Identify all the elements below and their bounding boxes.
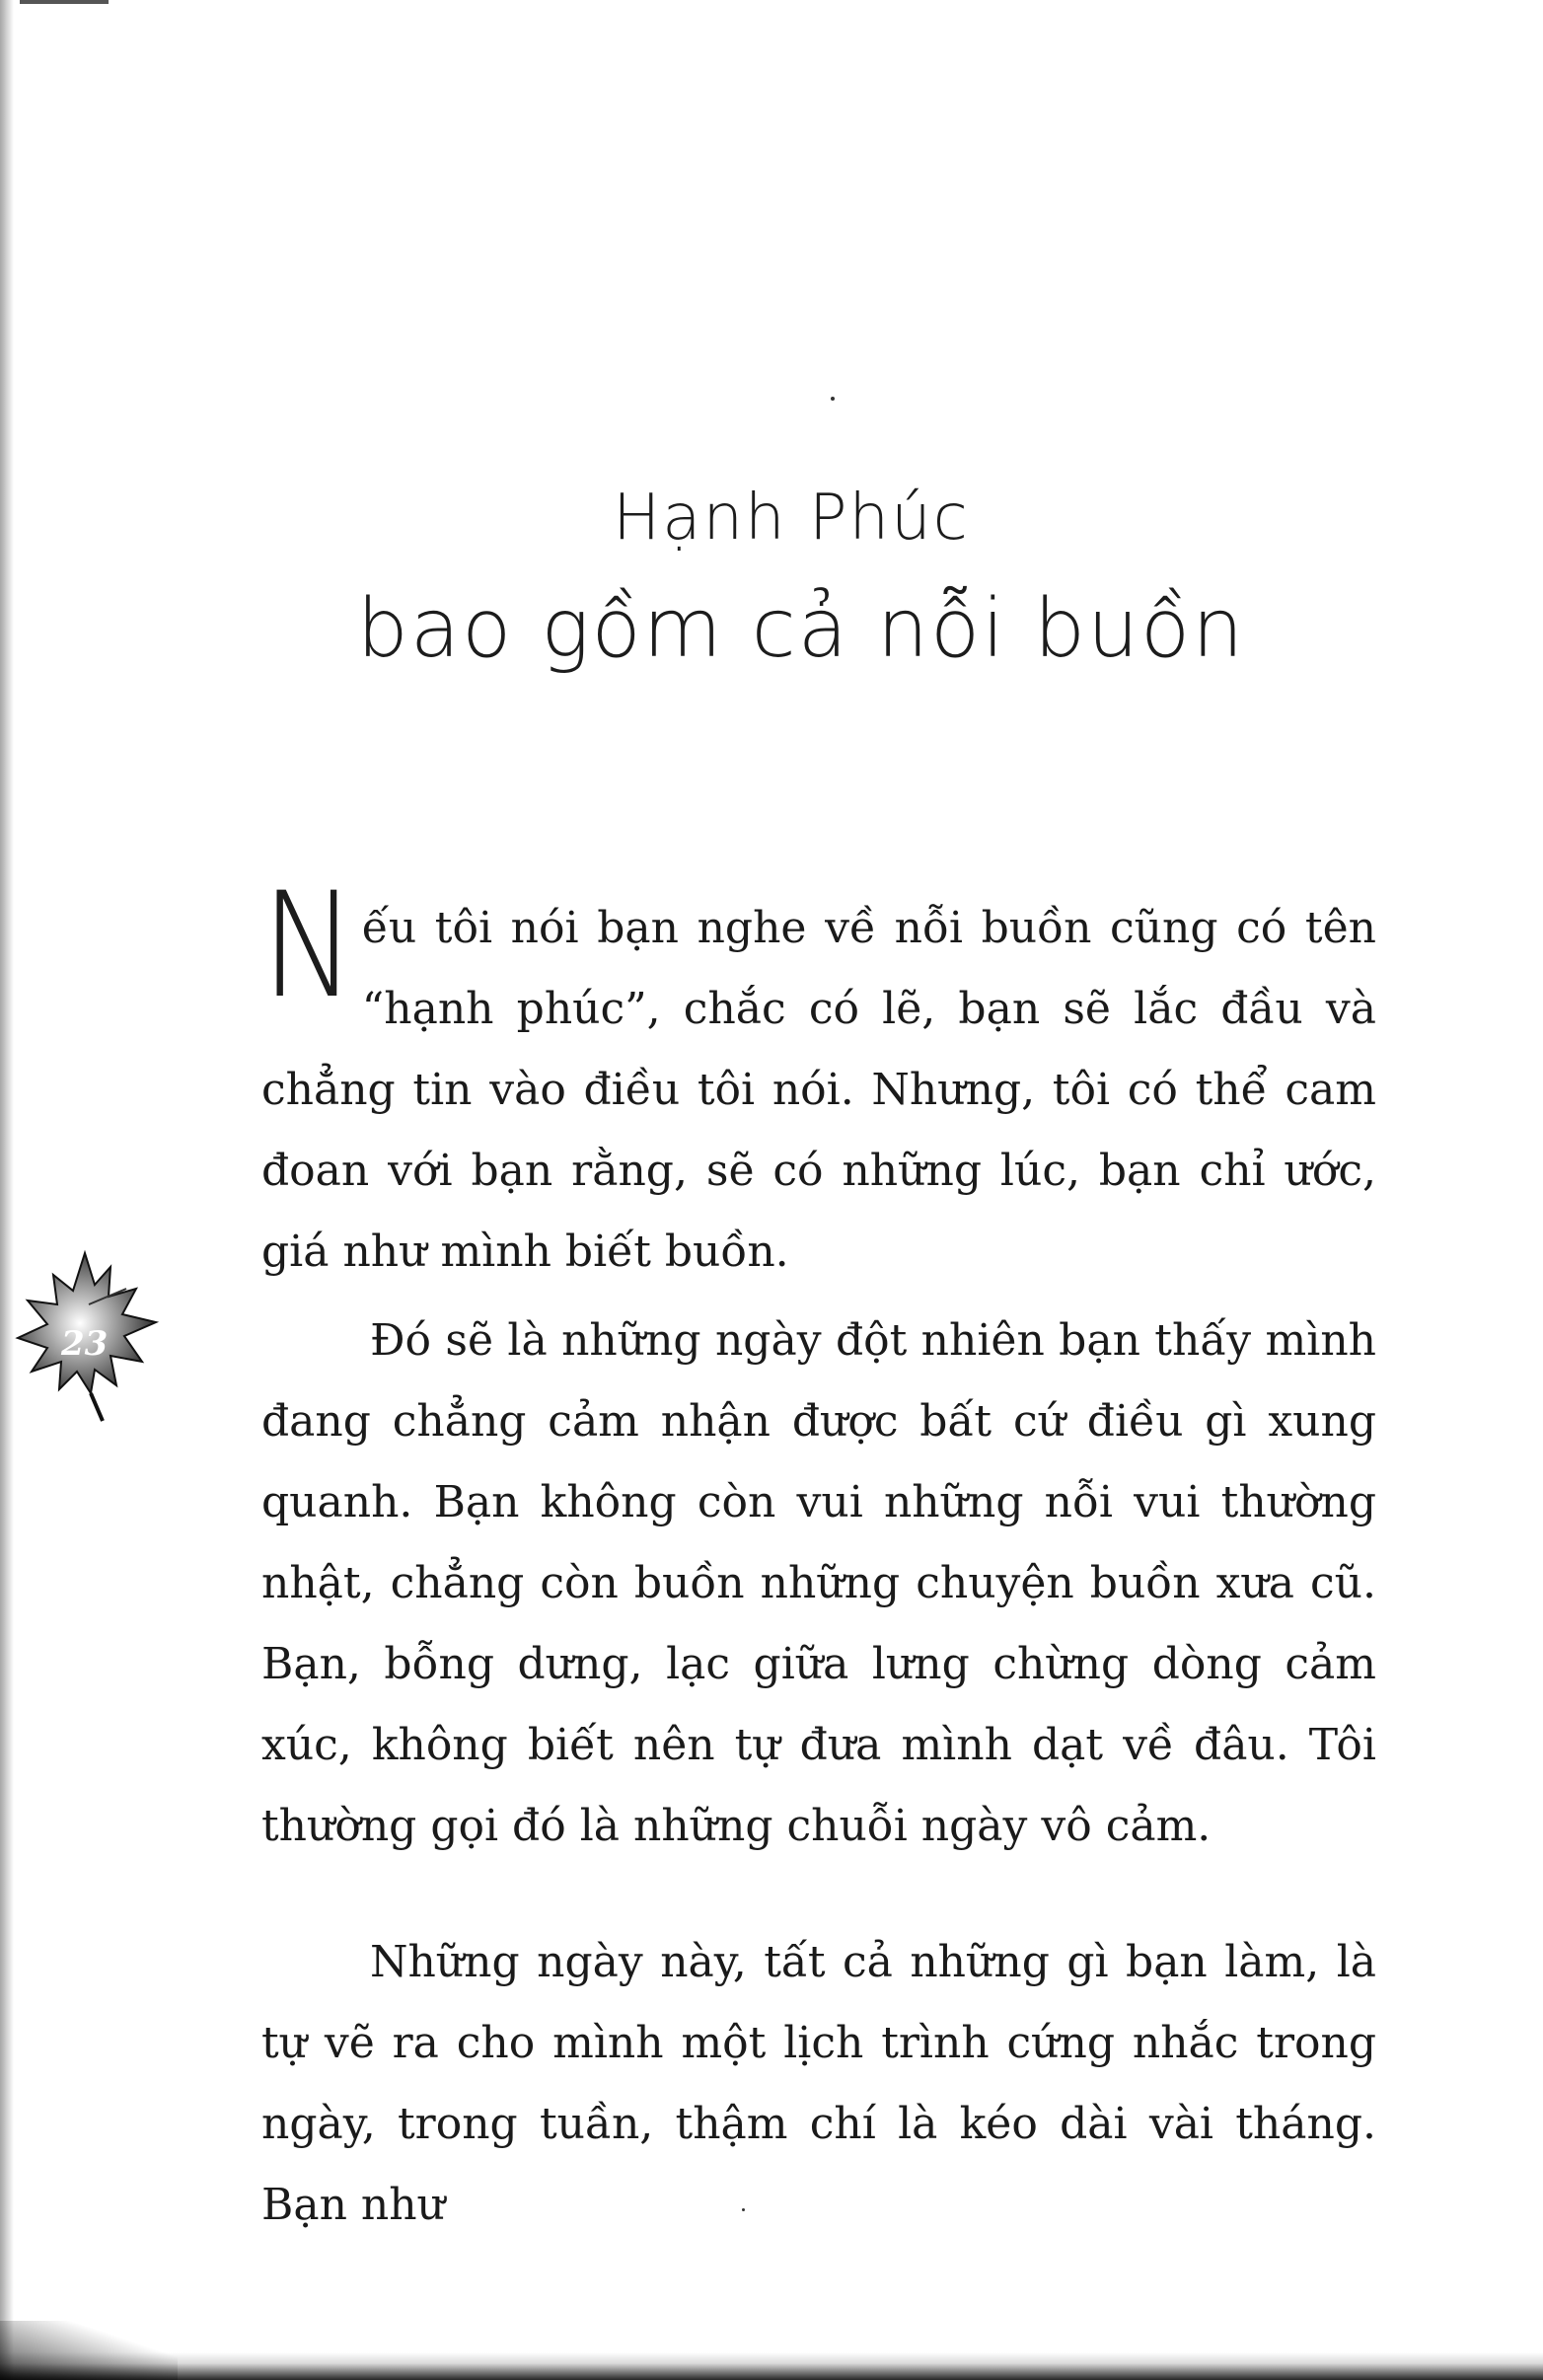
drop-cap: N — [261, 861, 356, 1031]
scan-edge-left — [0, 0, 14, 2380]
chapter-title-line-1: Hạnh Phúc — [613, 482, 970, 555]
paragraph-1 — [261, 861, 1376, 1293]
scan-edge-bottom-left — [0, 2321, 178, 2380]
chapter-title-line-2: bao gồm cả nỗi buồn — [356, 582, 1246, 676]
page-number: 23 — [61, 1324, 109, 1364]
paragraph-3: Những ngày này, tất cả những gì bạn làm, là tự vẽ ra cho mình một lịch trình cứng nhắc trong ngày, trong tuần, thậm chí là kéo dài vài tháng. Bạn như — [261, 1937, 1376, 2230]
paragraph-2: Đó sẽ là những ngày đột nhiên bạn thấy mình đang chẳng cảm nhận được bất cứ điều gì xung quanh. Bạn không còn vui những nỗi vui thường nhật, chẳng còn buồn những chuyện buồn xưa cũ. Bạn, bỗng dưng, lạc giữa lưng chừng dòng cảm xúc, không biết nên tự đưa mình dạt về đâu. Tôi thường gọi đó là những chuỗi ngày vô cảm. — [261, 1315, 1376, 1851]
scan-edge-bottom — [0, 2352, 1543, 2380]
paragraph-1-text: ếu tôi nói bạn nghe về nỗi buồn cũng có tên “hạnh phúc”, chắc có lẽ, bạn sẽ lắc đầu và chẳng tin vào điều tôi nói. Nhưng, tôi có thể cam đoan với bạn rằng, sẽ có những lúc, bạn chỉ ước, giá như mình biết buồn. — [261, 903, 1376, 1277]
scan-edge-top-mark — [20, 0, 109, 4]
scan-speck — [831, 397, 835, 401]
